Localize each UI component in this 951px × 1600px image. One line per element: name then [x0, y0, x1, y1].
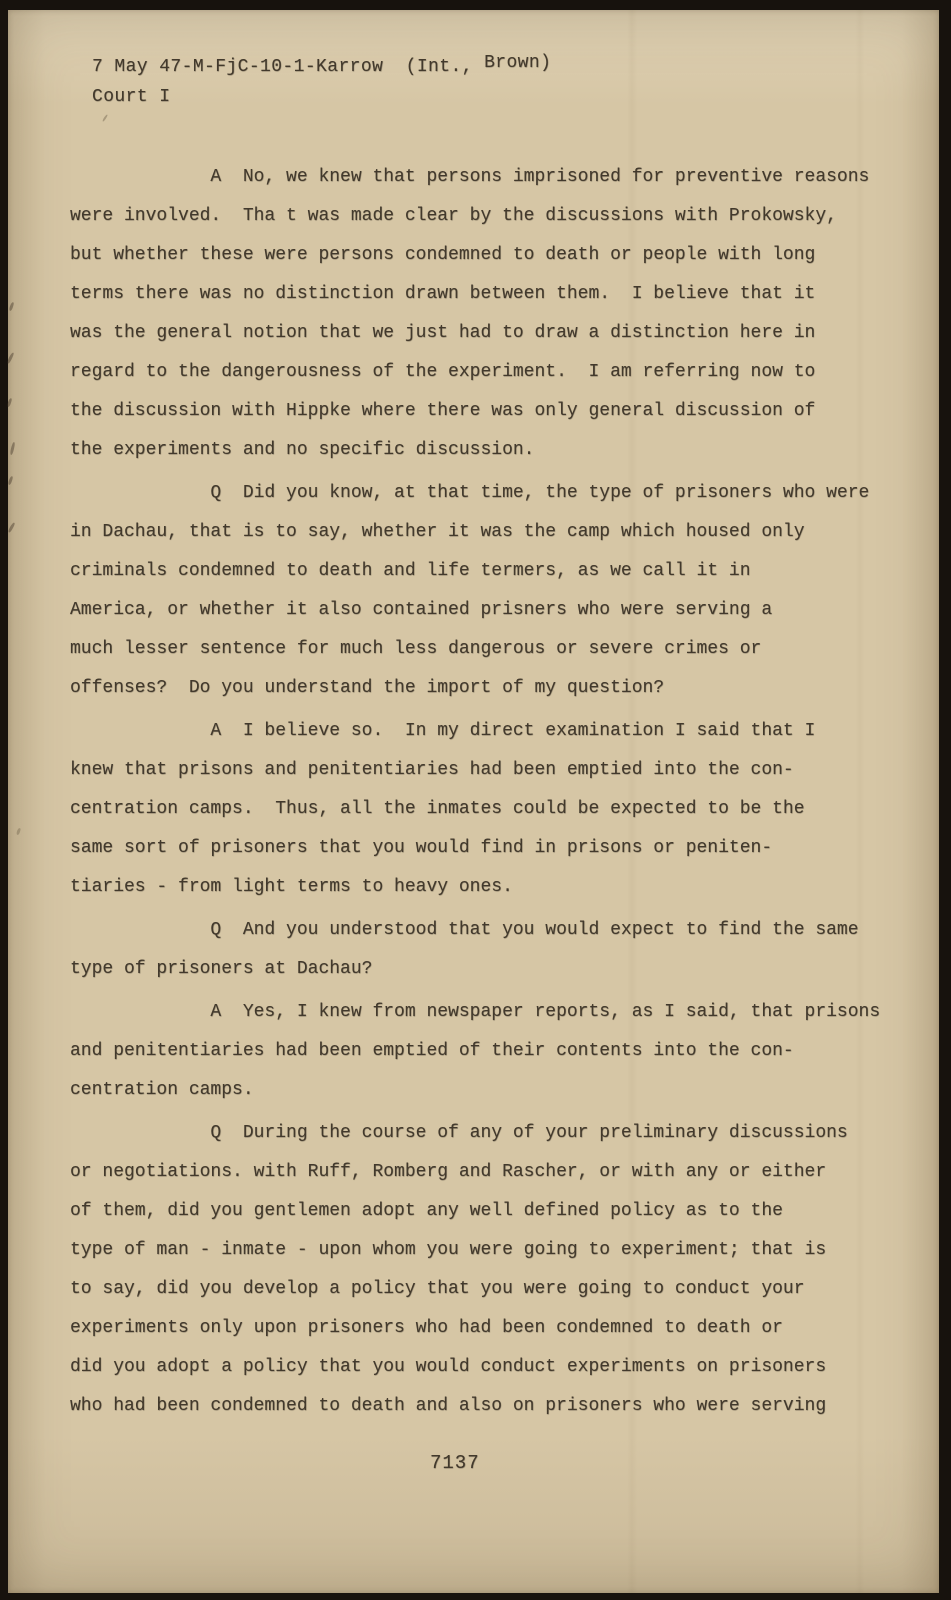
transcript-line: A No, we knew that persons imprisoned for preventive reasons	[70, 167, 870, 187]
transcript-line: the experiments and no specific discussion.	[70, 440, 535, 460]
transcript-line: A I believe so. In my direct examination I said that I	[70, 721, 816, 741]
transcript-line: A Yes, I knew from newspaper reports, as I said, that prisons	[70, 1002, 881, 1022]
transcript-line: centration camps.	[70, 1080, 254, 1100]
transcript-line: tiaries - from light terms to heavy ones.	[70, 877, 513, 897]
document-header	[8, 10, 939, 112]
page-number: 7137	[430, 1452, 480, 1474]
transcript-line: same sort of prisoners that you would find in prisons or peniten-	[70, 838, 773, 858]
transcript-line: of them, did you gentlemen adopt any well defined policy as to the	[70, 1201, 783, 1221]
paper	[8, 10, 939, 1593]
transcript-line: type of man - inmate - upon whom you were going to experiment; that is	[70, 1240, 827, 1260]
transcript-line: centration camps. Thus, all the inmates could be expected to be the	[70, 799, 805, 819]
transcript-line: was the general notion that we just had to draw a distinction here in	[70, 323, 816, 343]
transcript-line: Q Did you know, at that time, the type of prisoners who were	[70, 483, 870, 503]
transcript-line: knew that prisons and penitentiaries had been emptied into the con-	[70, 760, 794, 780]
transcript-line: America, or whether it also contained prisners who were serving a	[70, 600, 773, 620]
transcript-line: to say, did you develop a policy that you were going to conduct your	[70, 1279, 805, 1299]
transcript-line: type of prisoners at Dachau?	[70, 959, 373, 979]
transcript-line: and penitentiaries had been emptied of their contents into the con-	[70, 1041, 794, 1061]
transcript-line: Q During the course of any of your preliminary discussions	[70, 1123, 848, 1143]
transcript-line: who had been condemned to death and also on prisoners who were serving	[70, 1396, 827, 1416]
scan-artifact	[102, 114, 108, 122]
header-line-1	[92, 52, 939, 82]
transcript-line: Q And you understood that you would expect to find the same	[70, 920, 859, 940]
transcript-line: criminals condemned to death and life termers, as we call it in	[70, 561, 751, 581]
transcript-line: experiments only upon prisoners who had been condemned to death or	[70, 1318, 783, 1338]
transcript-line: offenses? Do you understand the import of my question?	[70, 678, 665, 698]
header-line-2: Court I	[92, 87, 171, 107]
header-line-1-raised-text: Brown)	[484, 53, 552, 73]
transcript-line: regard to the dangerousness of the experiment. I am referring now to	[70, 362, 816, 382]
transcript-line: were involved. Tha t was made clear by the discussions with Prokowsky,	[70, 206, 837, 226]
transcript-line: the discussion with Hippke where there was only general discussion of	[70, 401, 816, 421]
transcript-line: did you adopt a policy that you would conduct experiments on prisoners	[70, 1357, 827, 1377]
transcript-line: in Dachau, that is to say, whether it was the camp which housed only	[70, 522, 805, 542]
header-line-1-text: 7 May 47-M-FjC-10-1-Karrow (Int.,	[92, 57, 485, 77]
transcript-line: terms there was no distinction drawn between them. I believe that it	[70, 284, 816, 304]
transcript-line: but whether these were persons condemned to death or people with long	[70, 245, 816, 265]
transcript-line: or negotiations. with Ruff, Romberg and Rascher, or with any or either	[70, 1162, 827, 1182]
transcript-line: much lesser sentence for much less dangerous or severe crimes or	[70, 639, 762, 659]
transcript-body	[8, 158, 939, 1426]
